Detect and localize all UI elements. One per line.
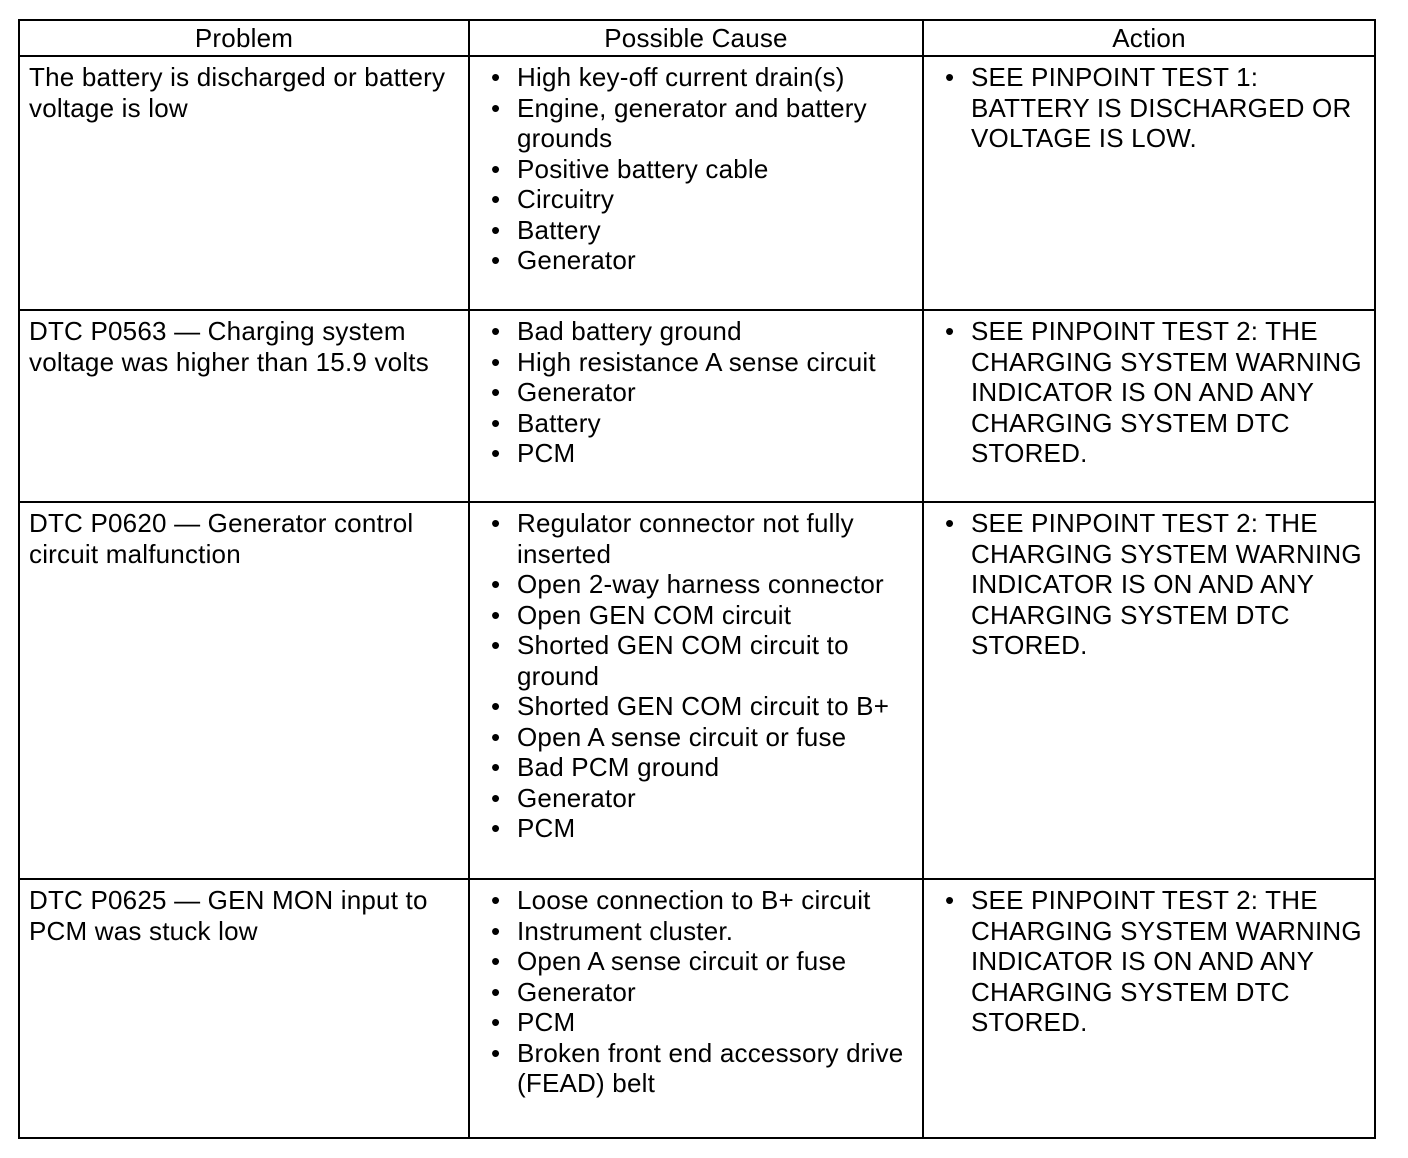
cause-item: • PCM [479, 1007, 914, 1038]
cause-list [479, 885, 914, 1099]
cause-item: • Regulator connector not fully inserted [479, 508, 914, 569]
cause-cell [469, 56, 923, 310]
problem-cell: DTC P0620 — Generator control circuit malfunction [19, 502, 469, 879]
cause-item: • Open A sense circuit or fuse [479, 722, 914, 753]
problem-cell: The battery is discharged or battery voltage is low [19, 56, 469, 310]
cause-item: • High resistance A sense circuit [479, 347, 914, 378]
action-list [933, 316, 1366, 469]
cause-item: • Open A sense circuit or fuse [479, 946, 914, 977]
action-list [933, 62, 1366, 154]
action-list [933, 885, 1366, 1038]
cause-item: • Broken front end accessory drive (FEAD) belt [479, 1038, 914, 1099]
cause-item: • Generator [479, 783, 914, 814]
cause-item: • Positive battery cable [479, 154, 914, 185]
action-cell [923, 502, 1375, 879]
action-item: • SEE PINPOINT TEST 1: BATTERY IS DISCHARGED OR VOLTAGE IS LOW. [933, 62, 1366, 154]
cause-item: • Instrument cluster. [479, 916, 914, 947]
cause-cell [469, 502, 923, 879]
table-row [19, 502, 1375, 879]
cause-item: • PCM [479, 438, 914, 469]
cause-item: • Open GEN COM circuit [479, 600, 914, 631]
cause-list [479, 62, 914, 276]
cause-item: • Engine, generator and battery grounds [479, 93, 914, 154]
action-item: • SEE PINPOINT TEST 2: THE CHARGING SYSTEM WARNING INDICATOR IS ON AND ANY CHARGING SYSTEM DTC STORED. [933, 885, 1366, 1038]
header-problem: Problem [19, 20, 469, 56]
header-action: Action [923, 20, 1375, 56]
cause-item: • PCM [479, 813, 914, 844]
cause-item: • Battery [479, 408, 914, 439]
header-possible-cause: Possible Cause [469, 20, 923, 56]
action-item: • SEE PINPOINT TEST 2: THE CHARGING SYSTEM WARNING INDICATOR IS ON AND ANY CHARGING SYSTEM DTC STORED. [933, 316, 1366, 469]
action-list [933, 508, 1366, 661]
cause-item: • Bad PCM ground [479, 752, 914, 783]
action-cell [923, 879, 1375, 1138]
action-cell [923, 310, 1375, 502]
cause-item: • Bad battery ground [479, 316, 914, 347]
cause-list [479, 508, 914, 844]
cause-cell [469, 879, 923, 1138]
table-row [19, 56, 1375, 310]
cause-item: • Battery [479, 215, 914, 246]
cause-item: • Shorted GEN COM circuit to ground [479, 630, 914, 691]
cause-item: • Loose connection to B+ circuit [479, 885, 914, 916]
cause-list [479, 316, 914, 469]
cause-cell [469, 310, 923, 502]
header-row [19, 20, 1375, 56]
diagnostic-table [18, 19, 1376, 1139]
action-item: • SEE PINPOINT TEST 2: THE CHARGING SYSTEM WARNING INDICATOR IS ON AND ANY CHARGING SYSTEM DTC STORED. [933, 508, 1366, 661]
table-row [19, 879, 1375, 1138]
cause-item: • Circuitry [479, 184, 914, 215]
cause-item: • Generator [479, 977, 914, 1008]
action-cell [923, 56, 1375, 310]
problem-cell: DTC P0563 — Charging system voltage was higher than 15.9 volts [19, 310, 469, 502]
problem-cell: DTC P0625 — GEN MON input to PCM was stuck low [19, 879, 469, 1138]
table-row [19, 310, 1375, 502]
cause-item: • Open 2-way harness connector [479, 569, 914, 600]
cause-item: • High key-off current drain(s) [479, 62, 914, 93]
cause-item: • Generator [479, 245, 914, 276]
cause-item: • Generator [479, 377, 914, 408]
cause-item: • Shorted GEN COM circuit to B+ [479, 691, 914, 722]
